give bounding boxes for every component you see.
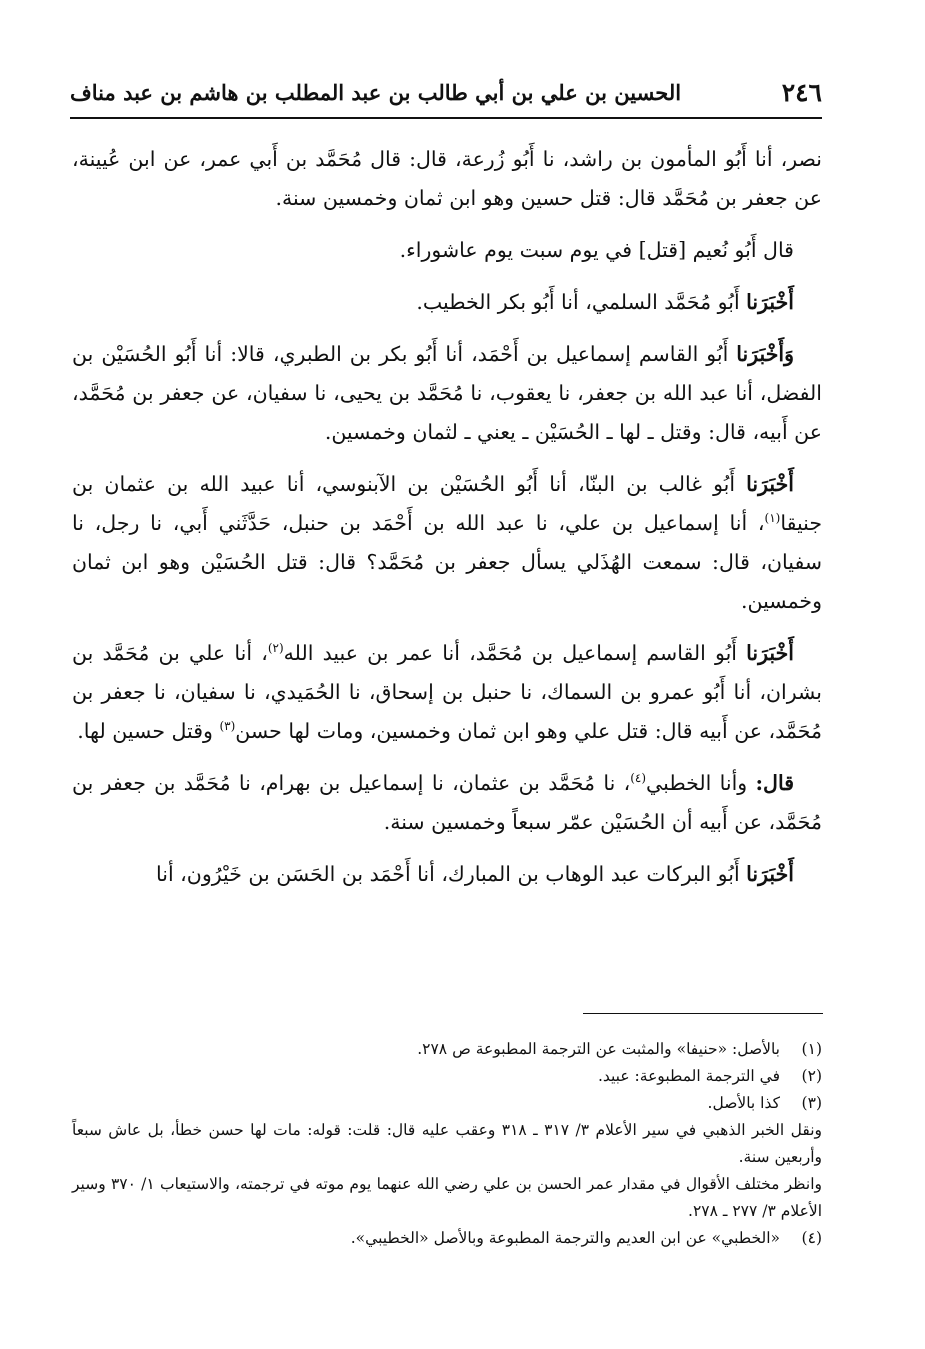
header-rule bbox=[70, 117, 822, 119]
paragraph: نصر، أنا أَبُو المأمون بن راشد، نا أَبُو زُرعة، قال: قال مُحَمَّد بن أَبي عمر، عن ابن عُيينة، عن جعفر بن مُحَمَّد قال: قتل حسين وهو ابن ثمان وخمسين سنة. bbox=[72, 147, 822, 210]
footnote-rule bbox=[583, 1013, 823, 1014]
footnote: (٤) «الخطبي» عن ابن العديم والترجمة المطبوعة وبالأصل «الخطيبي». bbox=[350, 1229, 822, 1247]
isnad-keyword: وَأَخْبَرَنا bbox=[736, 342, 794, 366]
footnote: (٢) في الترجمة المطبوعة: عبيد. bbox=[597, 1067, 822, 1085]
paragraph: أَخْبَرَنا أَبُو البركات عبد الوهاب بن المبارك، أنا أَحْمَد بن الحَسَن بن خَيْرُون، أنا bbox=[156, 862, 794, 886]
footnote-ref: (٤) bbox=[630, 771, 647, 786]
footnote-ref: (٢) bbox=[267, 641, 284, 656]
footnote-ref: (١) bbox=[764, 511, 781, 526]
running-title: الحسين بن علي بن أبي طالب بن عبد المطلب بن هاشم بن عبد مناف bbox=[70, 79, 682, 105]
main-text bbox=[72, 140, 822, 907]
paragraph: وَأَخْبَرَنا أَبُو القاسم إسماعيل بن أَحْمَد، أنا أَبُو بكر بن الطبري، قالا: أنا أَبُو الحُسَيْن بن الفضل، أنا عبد الله بن جعفر، نا يعقوب، نا مُحَمَّد بن يحيى، نا سفيان، عن جعفر بن مُحَمَّد، عن أَبيه، قال: وقتل ـ لها ـ الحُسَيْن ـ يعني ـ لثمان وخمسين. bbox=[72, 342, 822, 444]
isnad-keyword: أَخْبَرَنا bbox=[746, 862, 794, 886]
footnote-continuation: ونقل الخبر الذهبي في سير الأعلام ٣/ ٣١٧ ـ ٣١٨ وعقب عليه قال: قلت: قوله: مات لها حسن خطأ، بل عاش سبعاً وأربعين سنة. bbox=[72, 1121, 822, 1166]
paragraph: أَخْبَرَنا أَبُو غالب بن البنّا، أنا أَبُو الحُسَيْن بن الآبنوسي، أنا عبيد الله بن عثمان بن جنيقا$^{(١)}$، أنا إسماعيل بن علي، نا عبد الله بن أَحْمَد بن حنبل، حَدَّثَني أَبي، نا رجل، نا سفيان، قال: سمعت الهُذَلي يسأل جعفر بن مُحَمَّد؟ قال: قتل الحُسَيْن وهو ابن ثمان وخمسين. bbox=[72, 472, 822, 613]
paragraph: أَخْبَرَنا أَبُو القاسم إسماعيل بن مُحَمَّد، أنا عمر بن عبيد الله$^{(٢)}$، أنا علي بن مُحَمَّد بن بشران، أنا أَبُو عمرو بن السماك، نا حنبل بن إسحاق، نا الحُمَيدي، نا سفيان، نا جعفر بن مُحَمَّد، عن أَبيه قال: قتل علي وهو ابن ثمان وخمسين، ومات لها حسن$^{(٣)}$ وقتل حسين لها. bbox=[72, 641, 822, 743]
footnotes bbox=[72, 1036, 822, 1252]
footnote-ref: (٣) bbox=[219, 719, 236, 734]
page-number: ٢٤٦ bbox=[781, 77, 822, 107]
paragraph: قال أَبُو نُعيم [قتل] في يوم سبت يوم عاشوراء. bbox=[399, 238, 794, 262]
isnad-keyword: قال: bbox=[755, 771, 794, 795]
page-header bbox=[70, 72, 822, 112]
isnad-keyword: أَخْبَرَنا bbox=[746, 472, 794, 496]
isnad-keyword: أَخْبَرَنا bbox=[746, 641, 794, 665]
footnote: (٣) كذا بالأصل. bbox=[707, 1094, 822, 1112]
paragraph: قال: وأنا الخطبي$^{(٤)}$، نا مُحَمَّد بن عثمان، نا إسماعيل بن بهرام، نا مُحَمَّد بن جعفر بن مُحَمَّد، عن أَبيه أن الحُسَيْن عمّر سبعاً وخمسين سنة. bbox=[72, 771, 822, 834]
footnote: (١) بالأصل: «حنيفا» والمثبت عن الترجمة المطبوعة ص ٢٧٨. bbox=[417, 1040, 822, 1058]
paragraph: أَخْبَرَنا أَبُو مُحَمَّد السلمي، أنا أَبُو بكر الخطيب. bbox=[416, 290, 794, 314]
isnad-keyword: أَخْبَرَنا bbox=[746, 290, 794, 314]
footnote-continuation: وانظر مختلف الأقوال في مقدار عمر الحسن بن علي رضي الله عنهما يوم موته في ترجمته، والاستيعاب ١/ ٣٧٠ وسير الأعلام ٣/ ٢٧٧ ـ ٢٧٨. bbox=[72, 1175, 822, 1220]
